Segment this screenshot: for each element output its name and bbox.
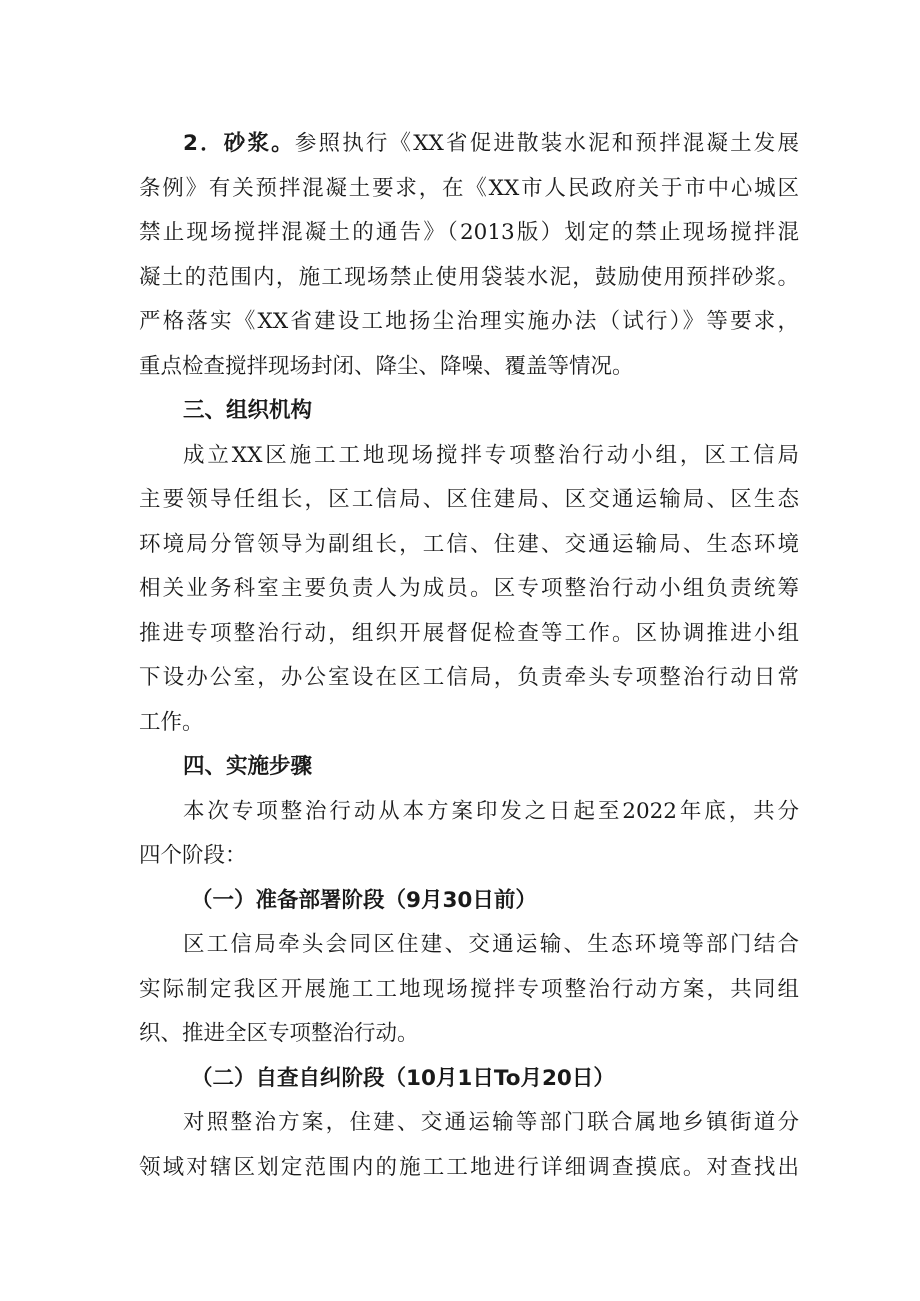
- paragraph-line: 本次专项整治行动从本方案印发之日起至2022年底，共分: [183, 798, 799, 824]
- paragraph-line: 区工信局牵头会同区住建、交通运输、生态环境等部门结合: [183, 932, 799, 957]
- sub-heading-self-inspection: （二）自查自纠阶段（10月1日To月20日）: [191, 1065, 615, 1091]
- document-body: [139, 122, 799, 1190]
- paragraph-line: 织、推进全区专项整治行动。: [139, 1021, 419, 1046]
- section-heading-steps: 四、实施步骤: [183, 754, 313, 779]
- paragraph-line: 禁止现场搅拌混凝土的通告》（2013版）划定的禁止现场搅拌混: [139, 220, 799, 245]
- paragraph-line: [139, 122, 799, 167]
- paragraph-line: 实际制定我区开展施工工地现场搅拌专项整治行动方案，共同组: [139, 976, 799, 1002]
- paragraph-line: 推进专项整治行动，组织开展督促检查等工作。区协调推进小组: [139, 620, 799, 646]
- section-heading-organization: 三、组织机构: [183, 398, 313, 423]
- paragraph-line: 严格落实《XX省建设工地扬尘治理实施办法（试行）》等要求，: [139, 309, 799, 334]
- paragraph-line: 四个阶段：: [139, 843, 247, 868]
- paragraph-line: 相关业务科室主要负责人为成员。区专项整治行动小组负责统筹: [139, 576, 799, 601]
- paragraph-line: 条例》有关预拌混凝土要求，在《XX市人民政府关于市中心城区: [139, 175, 799, 201]
- paragraph-line: 主要领导任组长，区工信局、区住建局、区交通运输局、区生态: [139, 487, 799, 512]
- paragraph-line: 领域对辖区划定范围内的施工工地进行详细调查摸底。对查找出: [139, 1154, 799, 1180]
- paragraph-line: 对照整治方案，住建、交通运输等部门联合属地乡镇街道分: [183, 1110, 799, 1135]
- paragraph-line: 下设办公室，办公室设在区工信局，负责牵头专项整治行动日常: [139, 665, 799, 690]
- item-lead-label: 2．砂浆。: [183, 131, 295, 156]
- paragraph-line: 环境局分管领导为副组长，工信、住建、交通运输局、生态环境: [139, 531, 799, 557]
- paragraph-line: 成立XX区施工工地现场搅拌专项整治行动小组，区工信局: [183, 442, 799, 468]
- sub-heading-preparation: （一）准备部署阶段（9月30日前）: [191, 887, 537, 913]
- paragraph-line: 重点检查搅拌现场封闭、降尘、降噪、覆盖等情况。: [139, 353, 634, 379]
- paragraph-line: 凝土的范围内，施工现场禁止使用袋装水泥，鼓励使用预拌砂浆。: [139, 264, 799, 290]
- paragraph-line: 工作。: [139, 709, 204, 735]
- paragraph-text: 参照执行《XX省促进散装水泥和预拌混凝土发展: [294, 131, 799, 156]
